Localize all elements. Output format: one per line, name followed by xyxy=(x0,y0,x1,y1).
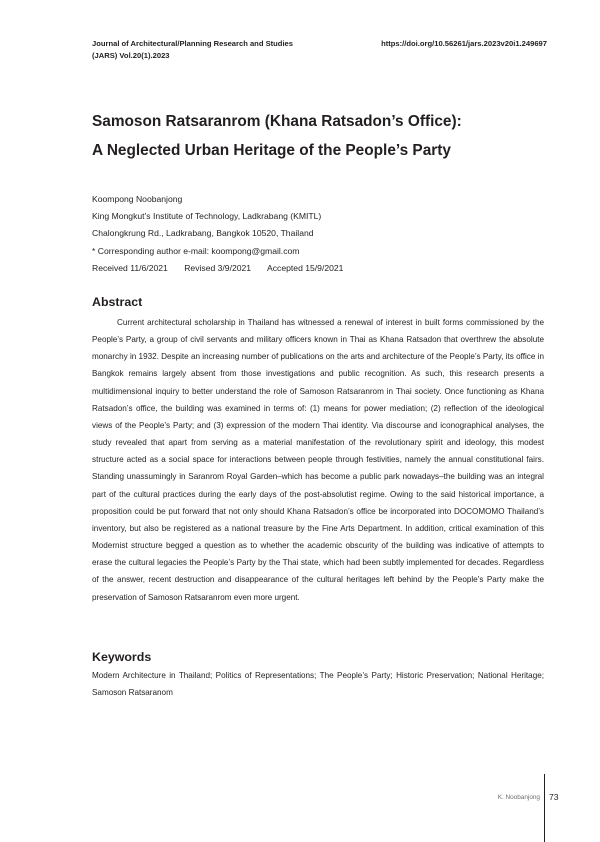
accepted-date: Accepted 15/9/2021 xyxy=(267,262,344,273)
revised-date: Revised 3/9/2021 xyxy=(184,262,252,273)
received-date: Received 11/6/2021 xyxy=(92,262,168,273)
author-name: Koompong Noobanjong xyxy=(92,194,183,204)
journal-header xyxy=(92,38,293,62)
abstract-heading: Abstract xyxy=(92,295,143,309)
page-number: 73 xyxy=(549,792,559,802)
author-affiliation: King Mongkut’s Institute of Technology, Ladkrabang (KMITL) xyxy=(92,211,322,222)
submission-dates xyxy=(92,260,357,277)
corresponding-email[interactable]: * Corresponding author e-mail: koompong@gmail.com xyxy=(92,245,300,256)
author-address: Chalongkrung Rd., Ladkrabang, Bangkok 10520, Thailand xyxy=(92,228,314,239)
keywords-heading: Keywords xyxy=(92,650,152,664)
abstract-text: Current architectural scholarship in Thailand has witnessed a renewal of interest in built forms commissioned by the People’s Party, a group of civil servants and military officers known in Thai as Khana Ratsadon that overthrew the absolute monarchy in 1932. Despite an increasing number of publications on the arts and architecture of the People’s Party, its office in Bangkok remains largely absent from those investigations and public recognition. As such, this research presents a multidimensional inquiry to better understand the role of Samoson Ratsaranrom in Thai society. Once functioning as Khana Ratsadon’s office, the building was examined in terms of: (1) means for power mediation; (2) reflection of the ideological views of the People’s Party; and (3) expression of the modern Thai identity. Via discourse and iconographical analyses, the study revealed that apart from serving as a material manifestation of the revolutionary spirit and ideology, this modest structure acted as a social space for interactions between people through festivities, namely the annual constitutional fairs. Standing unassumingly in Saranrom Royal Garden–which has become a public park nowadays–the building was an integral part of the cultural practices during the early days of the post-absolutist regime. Owing to the said historical importance, a proposition could be put forward that not only should Khana Ratsadon’s office be incorporated into DOCOMOMO Thailand’s inventory, but also be registered as a national treasure by the Fine Arts Department. In addition, critical examination of this Modernist structure begged a question as to whether the academic obscurity of the building was indicative of attempts to erase the cultural legacies the People’s Party by the Thai state, which had been subtly implemented for decades. Regardless of the answer, recent destruction and disappearance of the cultural heritages left behind by the People’s Party make the preservation of Samoson Ratsaranrom even more urgent. xyxy=(92,318,544,602)
paper-title xyxy=(92,107,552,165)
author-block xyxy=(92,191,357,277)
keywords-text: Modern Architecture in Thailand; Politics of Representations; The People’s Party; Historic Preservation; National Heritage; Samoson Ratsaranom xyxy=(92,671,544,698)
footer-divider xyxy=(544,774,545,842)
doi-link[interactable]: https://doi.org/10.56261/jars.2023v20i1.249697 xyxy=(381,39,547,48)
journal-name: Journal of Architectural/Planning Research and Studies xyxy=(92,39,293,48)
footer-author: K. Noobanjong xyxy=(497,794,540,801)
paper-title-line2: A Neglected Urban Heritage of the People’s Party xyxy=(92,142,451,159)
journal-volume: (JARS) Vol.20(1).2023 xyxy=(92,51,170,60)
paper-title-line1: Samoson Ratsaranrom (Khana Ratsadon’s Office): xyxy=(92,113,462,130)
